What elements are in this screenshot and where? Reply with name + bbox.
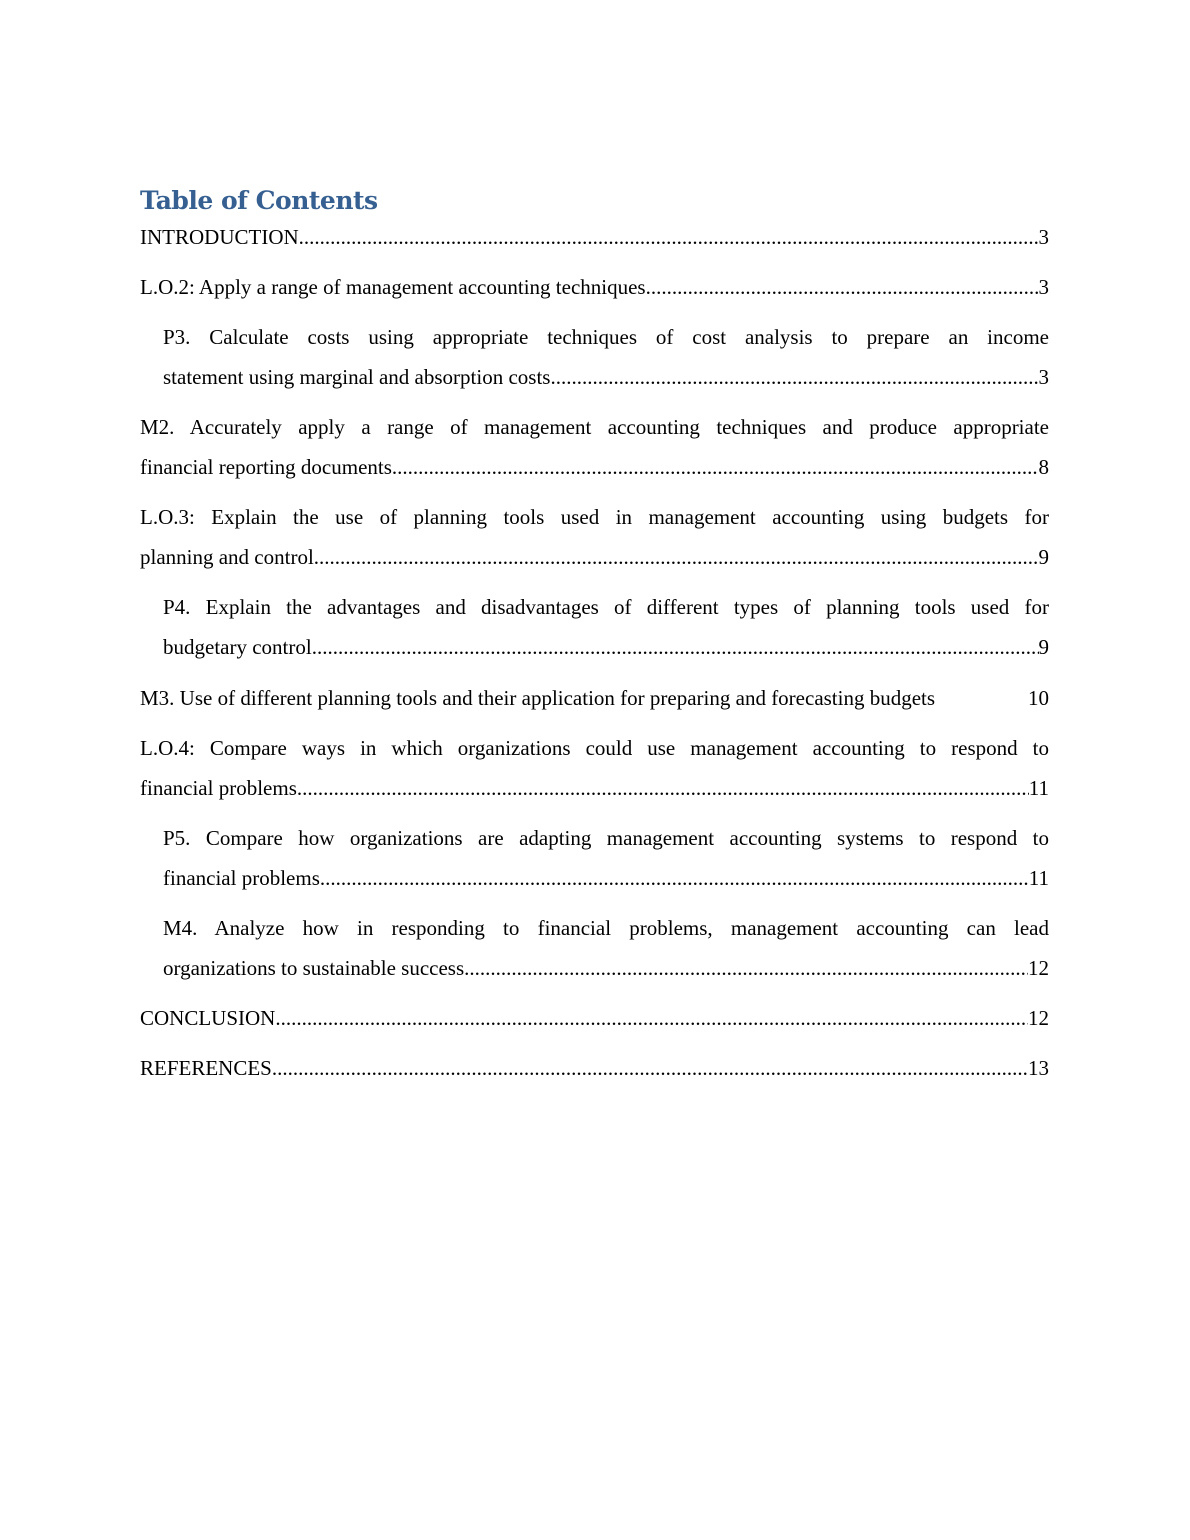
dot-leader [312,627,1039,667]
toc-entry-text: organizations to sustainable success [163,956,465,980]
dot-leader [314,537,1039,577]
toc-entry-text: M3. Use of different planning tools and their application for preparing and forecasting budgets [140,686,936,710]
toc-entry-text-line1: M4. Analyze how in responding to financial problems, management accounting can lead [163,916,1049,940]
toc-entry-text: financial problems [140,776,297,800]
toc-entry-text: financial reporting documents [140,455,392,479]
toc-page-number: 8 [1038,455,1049,479]
toc-entry-text: CONCLUSION [140,1006,276,1030]
toc-entry-lo3[interactable] [140,497,1049,577]
toc-entry-lo4[interactable] [140,728,1049,808]
dot-leader [272,1048,1028,1088]
toc-entry-text-line1: L.O.4: Compare ways in which organizations could use management accounting to respond to [140,736,1049,760]
toc-entry-lo2[interactable] [140,267,1049,307]
toc-page-number: 3 [1038,225,1049,249]
toc-page-number: 3 [1038,365,1049,389]
dot-leader [275,998,1028,1038]
toc-title: Table of Contents [140,186,378,215]
toc-page-number: 3 [1038,275,1049,299]
toc-page-number: 9 [1038,545,1049,569]
toc-entry-references[interactable] [140,1048,1049,1088]
dot-leader [299,217,1039,257]
toc-entry-text: L.O.2: Apply a range of management accounting techniques [140,275,646,299]
toc-entry-text: REFERENCES [140,1056,272,1080]
toc-entry-p3[interactable] [163,317,1049,397]
toc-entry-p5[interactable] [163,818,1049,898]
toc-page-number: 13 [1028,1056,1049,1080]
toc-entry-text-line1: L.O.3: Explain the use of planning tools used in management accounting using budgets for [140,505,1049,529]
toc-entry-conclusion[interactable] [140,998,1049,1038]
toc-page-number: 9 [1038,635,1049,659]
toc-page-number: 12 [1028,1006,1049,1030]
toc-entry-m4[interactable] [163,908,1049,988]
toc-entry-m2[interactable] [140,407,1049,487]
dot-leader [646,267,1039,307]
dot-leader [320,858,1029,898]
dot-leader [392,447,1039,487]
toc-page-number: 11 [1028,776,1049,800]
toc-entry-text-line1: M2. Accurately apply a range of management accounting techniques and produce appropriate [140,415,1049,439]
toc-entry-text-line1: P5. Compare how organizations are adapting management accounting systems to respond to [163,826,1049,850]
dot-leader [550,357,1038,397]
toc-page-number: 10 [1028,686,1049,710]
toc-entry-text: statement using marginal and absorption costs [163,365,551,389]
toc-entry-text-line1: P3. Calculate costs using appropriate techniques of cost analysis to prepare an income [163,325,1049,349]
toc-entry-text-line1: P4. Explain the advantages and disadvantages of different types of planning tools used for [163,595,1049,619]
toc-page-number: 11 [1028,866,1049,890]
toc-entry-p4[interactable] [163,587,1049,667]
toc-entry-introduction[interactable] [140,217,1049,257]
toc-page-number: 12 [1028,956,1049,980]
dot-leader [297,768,1029,808]
toc-entry-text: INTRODUCTION [140,225,299,249]
dot-leader [464,948,1028,988]
toc-entry-text: planning and control [140,545,314,569]
toc-entry-m3[interactable] [140,678,1049,718]
toc-entry-text: financial problems [163,866,320,890]
toc-entry-text: budgetary control [163,635,312,659]
